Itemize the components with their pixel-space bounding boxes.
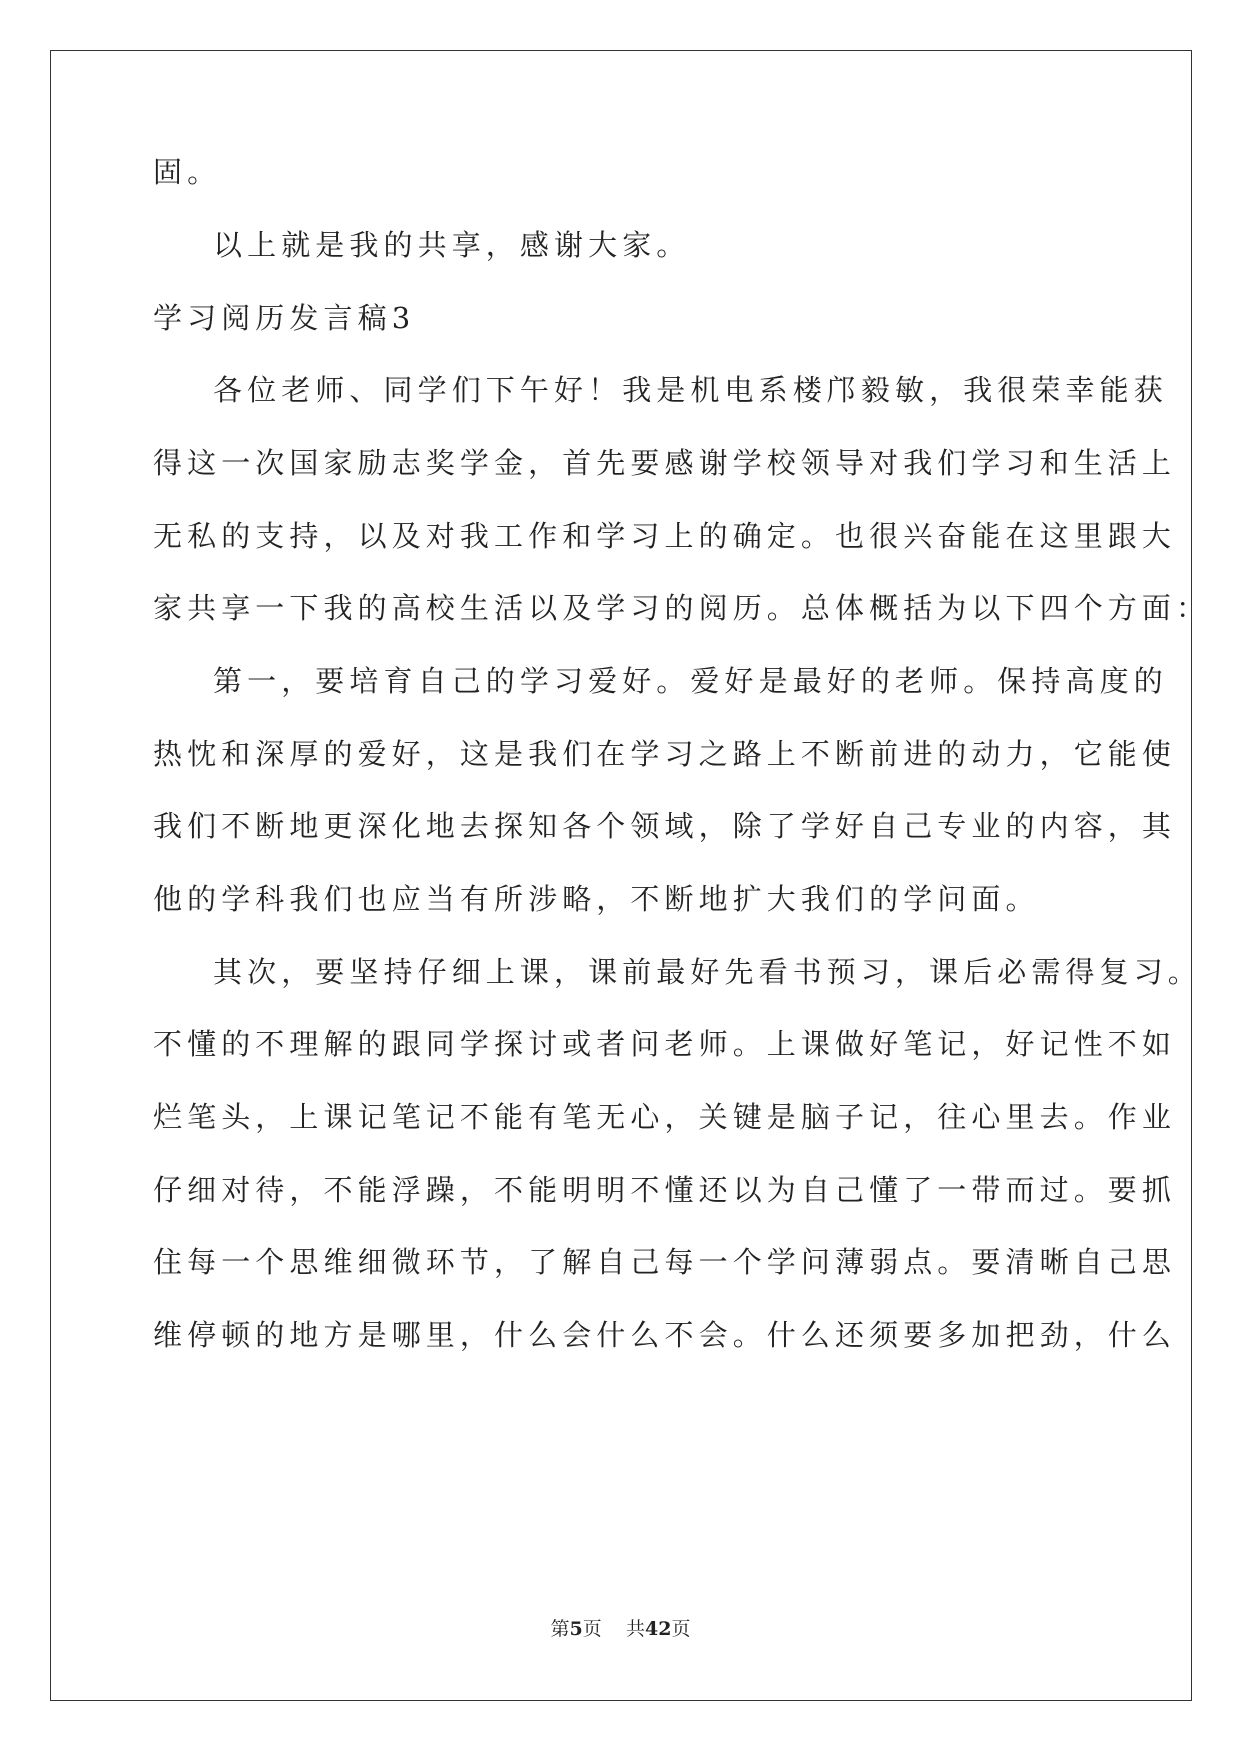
- page-footer: [0, 1617, 1241, 1641]
- text-line: 仔细对待，不能浮躁，不能明明不懂还以为自己懂了一带而过。要抓: [153, 1173, 1177, 1207]
- text-line: 维停顿的地方是哪里，什么会什么不会。什么还须要多加把劲，什么: [153, 1318, 1177, 1352]
- footer-page-unit: 页: [582, 1618, 602, 1640]
- text-line: 无私的支持，以及对我工作和学习上的确定。也很兴奋能在这里跟大: [153, 519, 1177, 553]
- footer-total-pages: 42: [644, 1618, 672, 1640]
- text-line: 其次，要坚持仔细上课，课前最好先看书预习，课后必需得复习。: [213, 955, 1202, 989]
- footer-total-unit: 页: [671, 1618, 691, 1640]
- text-line: 第一，要培育自己的学习爱好。爱好是最好的老师。保持高度的: [213, 664, 1168, 698]
- footer-page-number: 5: [569, 1618, 583, 1640]
- text-line: 以上就是我的共享，感谢大家。: [213, 228, 691, 262]
- text-line: 家共享一下我的高校生活以及学习的阅历。总体概括为以下四个方面：: [153, 591, 1211, 625]
- text-line: 他的学科我们也应当有所涉略，不断地扩大我们的学问面。: [153, 882, 1040, 916]
- section-heading: 学习阅历发言稿3: [153, 301, 416, 335]
- text-line: 各位老师、同学们下午好！我是机电系楼邝毅敏，我很荣幸能获: [213, 373, 1168, 407]
- text-line: 烂笔头，上课记笔记不能有笔无心，关键是脑子记，往心里去。作业: [153, 1100, 1177, 1134]
- footer-total-prefix: 共: [625, 1618, 645, 1640]
- footer-page-prefix: 第: [550, 1618, 570, 1640]
- text-line: 得这一次国家励志奖学金，首先要感谢学校领导对我们学习和生活上: [153, 446, 1177, 480]
- text-line: 固。: [153, 155, 222, 189]
- text-line: 我们不断地更深化地去探知各个领域，除了学好自己专业的内容，其: [153, 809, 1177, 843]
- text-line: 热忱和深厚的爱好，这是我们在学习之路上不断前进的动力，它能使: [153, 737, 1177, 771]
- text-line: 住每一个思维细微环节，了解自己每一个学问薄弱点。要清晰自己思: [153, 1245, 1177, 1279]
- text-line: 不懂的不理解的跟同学探讨或者问老师。上课做好笔记，好记性不如: [153, 1027, 1177, 1061]
